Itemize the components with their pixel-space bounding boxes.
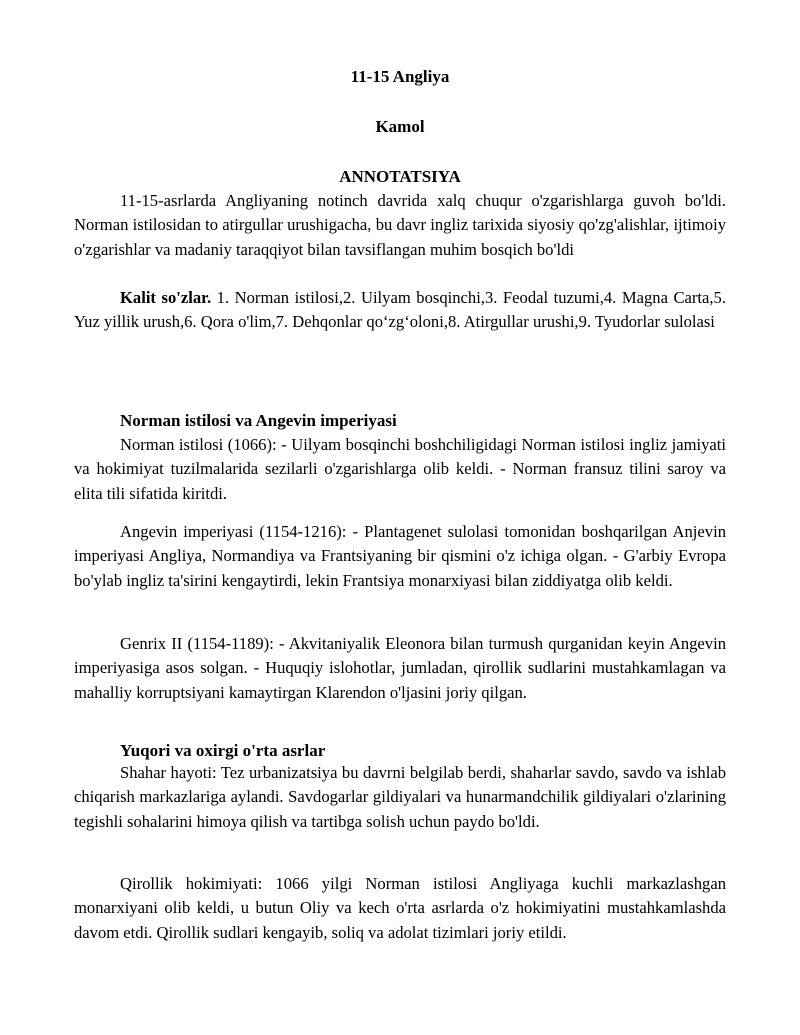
paragraph-text: Genrix II (1154-1189): - Akvitaniyalik Eleonora bilan turmush qurganidan keyin Angevin imperiyasiga asos solgan. - Huquqiy islohotlar, jumladan, qirollik sudlarini mustahkamlagan va mahalliy korruptsiyani kamaytirgan Klarendon o'ljasini joriy qilgan. <box>74 634 726 702</box>
annotation-text: 11-15-asrlarda Angliyaning notinch davrida xalq chuqur o'zgarishlarga guvoh bo'ldi. Norman istilosidan to atirgullar urushigacha, bu davr ingliz tarixida siyosiy qo'zg'alishlar, ijtimoiy o'zgarishlar va madaniy taraqqiyot bilan tavsiflangan muhim bosqich bo'ldi <box>74 191 726 259</box>
keywords-text: 1. Norman istilosi,2. Uilyam bosqinchi,3. Feodal tuzumi,4. Magna Carta,5. Yuz yillik urush,6. Qora o'lim,7. Dehqonlar qo‘zg‘oloni,8. Atirgullar urushi,9. Tyudorlar sulolasi <box>74 288 726 332</box>
annotation-heading: ANNOTATSIYA <box>339 167 461 186</box>
annotation-paragraph <box>74 189 726 262</box>
section-heading-middle-ages: Yuqori va oxirgi o'rta asrlar <box>120 741 326 760</box>
paragraph-text: Shahar hayoti: Tez urbanizatsiya bu davrni belgilab berdi, shaharlar savdo, savdo va ishlab chiqarish markazlariga aylandi. Savdogarlar gildiyalari va hunarmandchilik gildiyalari o'zlarining tegishli sohalarini himoya qilish va tartibga solish uchun paydo bo'ldi. <box>74 763 726 831</box>
document-title: 11-15 Angliya <box>350 67 450 86</box>
keywords-paragraph <box>74 286 726 335</box>
paragraph-norman-conquest <box>74 433 726 506</box>
keywords-label: Kalit so'zlar. <box>120 288 212 307</box>
paragraph-text: Angevin imperiyasi (1154-1216): - Plantagenet sulolasi tomonidan boshqarilgan Anjevin imperiyasi Angliya, Normandiya va Frantsiyaning bir qismini o'z ichiga olgan. - G'arbiy Evropa bo'ylab ingliz ta'sirini kengaytirdi, lekin Frantsiya monarxiyasi bilan ziddiyatga olib keldi. <box>74 522 726 590</box>
paragraph-royal-power <box>74 872 726 945</box>
paragraph-text: Norman istilosi (1066): - Uilyam bosqinchi boshchiligidagi Norman istilosi ingliz jamiyati va hokimiyat tuzilmalarida sezilarli o'zgarishlarga olib keldi. - Norman fransuz tilini saroy va elita tili sifatida kiritdi. <box>74 435 726 503</box>
author-name: Kamol <box>375 117 425 136</box>
paragraph-henry-ii <box>74 632 726 705</box>
paragraph-text: Qirollik hokimiyati: 1066 yilgi Norman istilosi Angliyaga kuchli markazlashgan monarxiyani olib keldi, u butun Oliy va kech o'rta asrlarda o'z hokimiyatini mustahkamlashda davom etdi. Qirollik sudlari kengayib, soliq va adolat tizimlari joriy etildi. <box>74 874 726 942</box>
paragraph-urban-life <box>74 761 726 834</box>
paragraph-angevin-empire <box>74 520 726 593</box>
section-heading-norman: Norman istilosi va Angevin imperiyasi <box>120 411 397 430</box>
